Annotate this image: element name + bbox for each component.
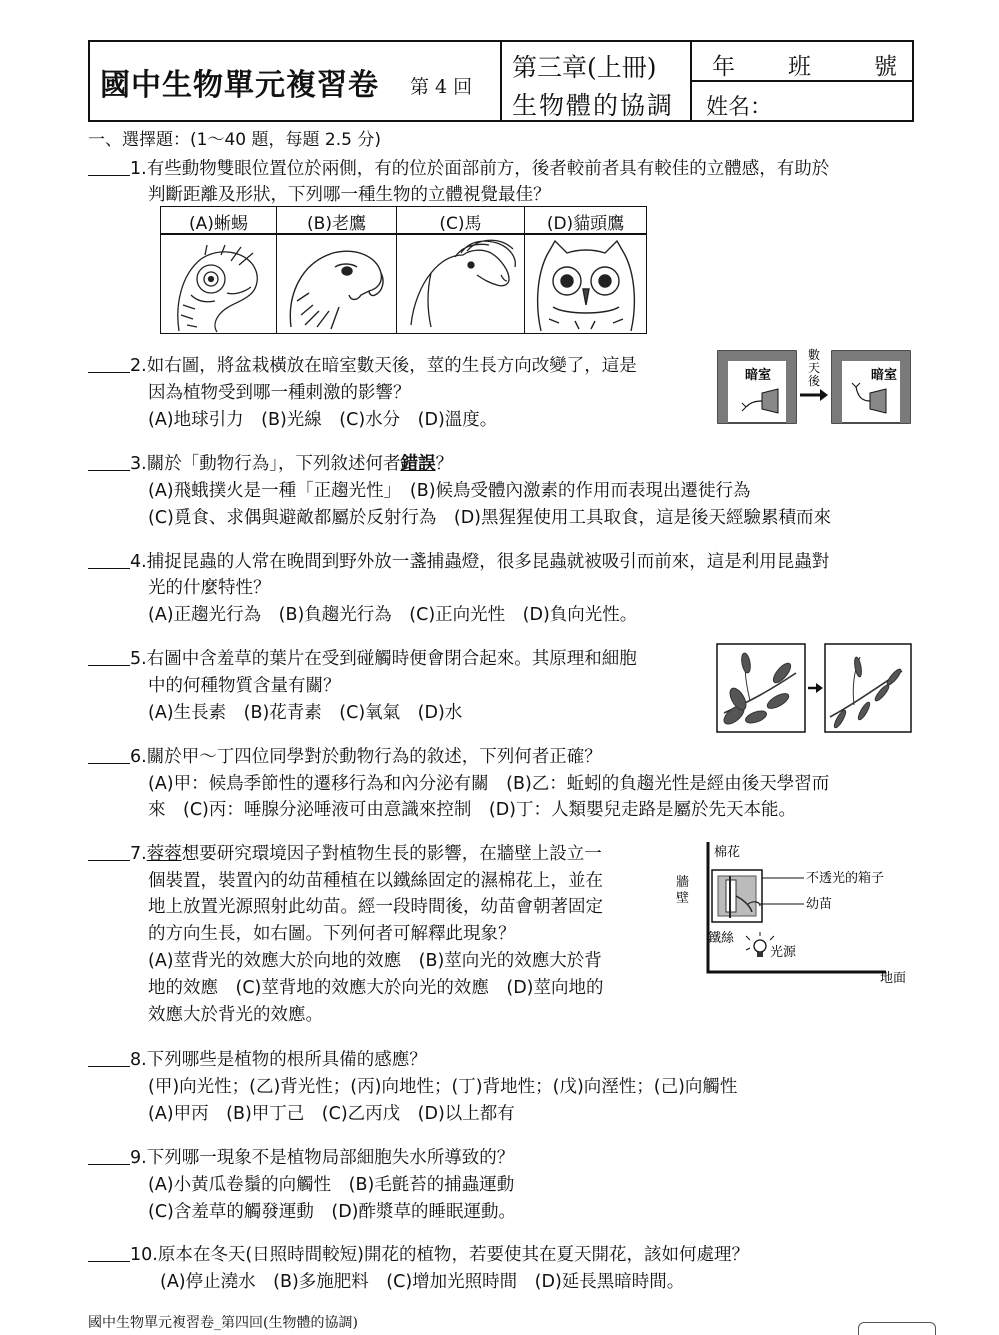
page-footer: 國中生物單元複習卷_第四回(生物體的協調) — [88, 1315, 358, 1331]
question-1-line2: 判斷距離及形狀，下列哪一種生物的立體視覺最佳？ — [148, 185, 551, 205]
answer-blank[interactable] — [88, 157, 130, 176]
question-5-options: (A)生長素 (B)花青素 (C)氧氣 (D)水 — [148, 703, 463, 723]
question-number: 6. — [130, 747, 147, 767]
question-7: 7.蓉蓉想要研究環境因子對植物生長的影響，在牆壁上設立一 — [88, 841, 602, 867]
option-a-cell: (A)蜥蜴 — [161, 207, 277, 333]
svg-text:光源: 光源 — [770, 945, 797, 960]
option-c-cell: (C)馬 — [397, 207, 525, 333]
exam-title: 國中生物單元複習卷 — [100, 68, 379, 103]
number-label: 號 — [874, 54, 897, 80]
room-label-1: 暗室 — [744, 368, 772, 383]
svg-text:牆: 牆 — [676, 875, 690, 890]
answer-blank[interactable] — [88, 452, 130, 471]
answer-blank[interactable] — [88, 1243, 130, 1262]
pot-bent-icon — [852, 383, 886, 413]
dark-room-figure — [716, 347, 912, 425]
question-3: 3.關於「動物行為」，下列敘述何者錯誤？ — [88, 451, 453, 477]
svg-text:不透光的箱子: 不透光的箱子 — [806, 871, 885, 886]
mimosa-figure — [716, 643, 912, 733]
chapter-title: 生物體的協調 — [512, 91, 675, 120]
horse-icon — [397, 235, 523, 333]
question-number: 1. — [130, 159, 147, 179]
name-label: 姓名： — [706, 95, 773, 120]
room-label-2: 暗室 — [870, 368, 898, 383]
svg-text:幼苗: 幼苗 — [806, 897, 833, 912]
seedling-box-figure — [674, 840, 914, 990]
owl-icon — [525, 235, 646, 333]
question-6-line2: (A)甲：候鳥季節性的遷移行為和內分泌有關 (B)乙：蚯蚓的負趨光性是經由後天學習而 — [148, 774, 830, 794]
answer-blank[interactable] — [88, 550, 130, 569]
question-3-options-1: (A)飛蛾撲火是一種「正趨光性」 (B)候鳥受體內激素的作用而表現出遷徙行為 — [148, 481, 751, 501]
question-number: 8. — [130, 1050, 147, 1070]
svg-text:天: 天 — [807, 361, 821, 375]
grade-label: 年 — [712, 54, 735, 80]
answer-blank[interactable] — [88, 1048, 130, 1067]
question-1: 1.有些動物雙眼位置位於兩側，有的位於面部前方，後者較前者具有較佳的立體感，有助於 — [88, 156, 829, 182]
chapter-label: 第三章(上冊) — [512, 53, 657, 82]
answer-blank[interactable] — [88, 647, 130, 666]
option-b-cell: (B)老鷹 — [277, 207, 397, 333]
lizard-icon — [161, 235, 275, 333]
eagle-icon — [277, 235, 395, 333]
question-5: 5.右圖中含羞草的葉片在受到碰觸時便會閉合起來。其原理和細胞 — [88, 646, 637, 672]
question-number: 3. — [130, 454, 147, 474]
question-6: 6.關於甲～丁四位同學對於動物行為的敘述，下列何者正確？ — [88, 744, 602, 770]
question-number: 4. — [130, 552, 147, 572]
page-number-box — [858, 1322, 936, 1335]
answer-blank[interactable] — [88, 1146, 130, 1165]
animal-image-table — [160, 206, 647, 334]
section-title: 一、選擇題：(1～40 題，每題 2.5 分) — [88, 130, 381, 150]
class-label: 班 — [788, 54, 811, 80]
header-box — [88, 40, 914, 122]
svg-text:數: 數 — [807, 348, 821, 362]
question-4: 4.捕捉昆蟲的人常在晚間到野外放一盞捕蟲燈，很多昆蟲就被吸引而前來，這是利用昆蟲對 — [88, 549, 829, 575]
question-6-line3: 來 (C)丙：唾腺分泌唾液可由意識來控制 (D)丁：人類嬰兒走路是屬於先天本能。 — [148, 800, 797, 820]
question-number: 2. — [130, 356, 147, 376]
answer-blank[interactable] — [88, 745, 130, 764]
svg-text:棉花: 棉花 — [714, 845, 741, 860]
answer-blank[interactable] — [88, 842, 130, 861]
question-2: 2.如右圖，將盆栽橫放在暗室數天後，莖的生長方向改變了，這是 — [88, 353, 637, 379]
svg-text:後: 後 — [807, 374, 821, 388]
answer-blank[interactable] — [88, 354, 130, 373]
question-3-options-2: (C)覓食、求偶與避敵都屬於反射行為 (D)黑猩猩使用工具取食，這是後天經驗累積而來 — [148, 508, 832, 528]
question-number: 5. — [130, 649, 147, 669]
option-d-cell: (D)貓頭鷹 — [525, 207, 646, 333]
svg-text:地面: 地面 — [880, 971, 907, 986]
question-4-line2: 光的什麼特性？ — [148, 578, 271, 598]
question-number: 7. — [130, 844, 147, 864]
question-10: 10.原本在冬天(日照時間較短)開花的植物，若要使其在夏天開花，該如何處理？ — [88, 1242, 749, 1268]
question-8: 8.下列哪些是植物的根所具備的感應？ — [88, 1047, 427, 1073]
exam-round: 第 4 回 — [410, 76, 473, 98]
question-5-line2: 中的何種物質含量有關？ — [148, 676, 341, 696]
question-number: 9. — [130, 1148, 147, 1168]
question-2-line2: 因為植物受到哪一種刺激的影響？ — [148, 383, 411, 403]
svg-text:鐵絲: 鐵絲 — [708, 931, 735, 946]
question-2-options: (A)地球引力 (B)光線 (C)水分 (D)溫度。 — [148, 410, 498, 430]
svg-text:壁: 壁 — [676, 891, 690, 906]
question-4-options: (A)正趨光行為 (B)負趨光行為 (C)正向光性 (D)負向光性。 — [148, 605, 638, 625]
pot-icon — [742, 389, 778, 413]
question-9: 9.下列哪一現象不是植物局部細胞失水所導致的？ — [88, 1145, 514, 1171]
question-number: 10. — [130, 1245, 158, 1265]
